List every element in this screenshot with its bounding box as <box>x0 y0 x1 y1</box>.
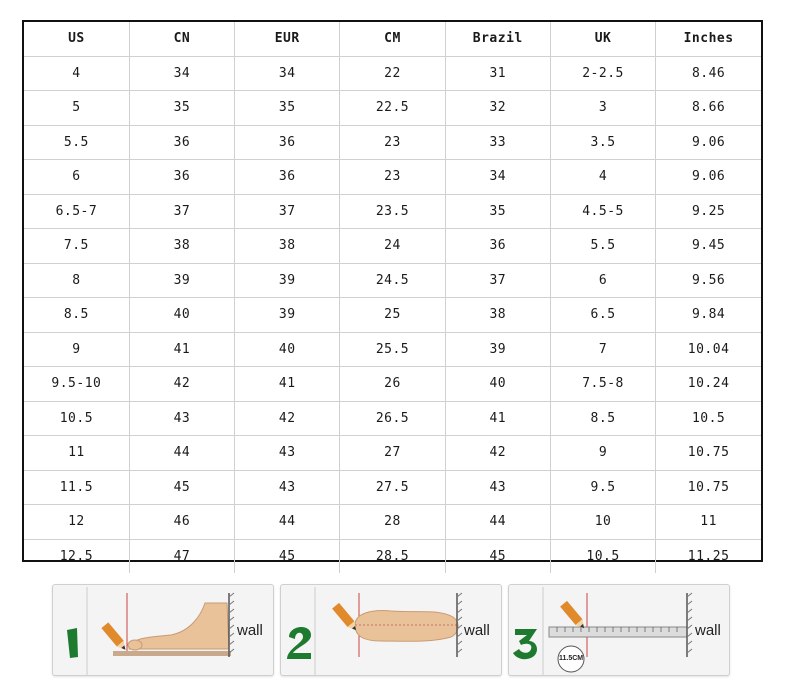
table-cell: 3.5 <box>550 125 655 160</box>
table-cell: 33 <box>445 125 550 160</box>
table-cell: 36 <box>235 125 340 160</box>
table-cell: 2-2.5 <box>550 56 655 91</box>
table-cell: 5.5 <box>550 229 655 264</box>
step-2-panel <box>280 584 502 676</box>
table-cell: 40 <box>445 367 550 402</box>
table-cell: 11 <box>24 436 129 471</box>
size-chart-frame <box>22 20 763 562</box>
table-cell: 28 <box>340 505 445 540</box>
table-cell: 9.56 <box>656 263 761 298</box>
table-cell: 4 <box>550 160 655 195</box>
size-chart-table <box>24 22 761 573</box>
table-cell: 6 <box>24 160 129 195</box>
table-cell: 10.04 <box>656 332 761 367</box>
column-header-eur: EUR <box>235 22 340 56</box>
table-cell: 7.5-8 <box>550 367 655 402</box>
table-cell: 43 <box>129 401 234 436</box>
column-header-inches: Inches <box>656 22 761 56</box>
table-cell: 31 <box>445 56 550 91</box>
table-cell: 9 <box>24 332 129 367</box>
table-row <box>24 298 761 333</box>
table-cell: 45 <box>129 470 234 505</box>
table-cell: 7.5 <box>24 229 129 264</box>
table-cell: 8 <box>24 263 129 298</box>
table-header-row <box>24 22 761 56</box>
table-cell: 35 <box>445 194 550 229</box>
table-cell: 9.25 <box>656 194 761 229</box>
table-cell: 40 <box>235 332 340 367</box>
table-cell: 36 <box>235 160 340 195</box>
table-cell: 4.5-5 <box>550 194 655 229</box>
table-cell: 39 <box>235 263 340 298</box>
table-row <box>24 91 761 126</box>
table-cell: 40 <box>129 298 234 333</box>
table-cell: 42 <box>235 401 340 436</box>
table-row <box>24 470 761 505</box>
table-cell: 9.06 <box>656 125 761 160</box>
table-cell: 11.5 <box>24 470 129 505</box>
table-cell: 5.5 <box>24 125 129 160</box>
table-cell: 24.5 <box>340 263 445 298</box>
table-cell: 6 <box>550 263 655 298</box>
table-cell: 9.5 <box>550 470 655 505</box>
table-cell: 9.5-10 <box>24 367 129 402</box>
table-row <box>24 505 761 540</box>
table-cell: 32 <box>445 91 550 126</box>
table-cell: 44 <box>445 505 550 540</box>
table-cell: 39 <box>129 263 234 298</box>
table-cell: 8.46 <box>656 56 761 91</box>
table-cell: 6.5 <box>550 298 655 333</box>
table-cell: 41 <box>129 332 234 367</box>
wall-label: wall <box>464 622 490 639</box>
table-cell: 25 <box>340 298 445 333</box>
table-cell: 37 <box>445 263 550 298</box>
table-cell: 46 <box>129 505 234 540</box>
table-cell: 10.24 <box>656 367 761 402</box>
table-cell: 23 <box>340 160 445 195</box>
table-row <box>24 539 761 573</box>
table-cell: 38 <box>445 298 550 333</box>
table-cell: 45 <box>235 539 340 573</box>
wall-label: wall <box>695 622 721 639</box>
table-cell: 25.5 <box>340 332 445 367</box>
table-cell: 35 <box>235 91 340 126</box>
table-cell: 39 <box>445 332 550 367</box>
table-cell: 34 <box>235 56 340 91</box>
table-cell: 43 <box>445 470 550 505</box>
column-header-uk: UK <box>550 22 655 56</box>
table-cell: 27 <box>340 436 445 471</box>
table-cell: 22.5 <box>340 91 445 126</box>
table-cell: 36 <box>129 160 234 195</box>
table-cell: 44 <box>235 505 340 540</box>
table-row <box>24 332 761 367</box>
table-body <box>24 56 761 573</box>
table-cell: 5 <box>24 91 129 126</box>
table-cell: 4 <box>24 56 129 91</box>
table-cell: 34 <box>445 160 550 195</box>
table-row <box>24 401 761 436</box>
table-cell: 23 <box>340 125 445 160</box>
table-cell: 24 <box>340 229 445 264</box>
table-cell: 34 <box>129 56 234 91</box>
table-cell: 47 <box>129 539 234 573</box>
table-cell: 11 <box>656 505 761 540</box>
table-cell: 41 <box>445 401 550 436</box>
table-cell: 8.66 <box>656 91 761 126</box>
table-cell: 3 <box>550 91 655 126</box>
table-row <box>24 160 761 195</box>
table-cell: 26 <box>340 367 445 402</box>
table-cell: 38 <box>235 229 340 264</box>
column-header-cm: CM <box>340 22 445 56</box>
table-cell: 10.75 <box>656 470 761 505</box>
table-row <box>24 125 761 160</box>
table-cell: 35 <box>129 91 234 126</box>
table-row <box>24 367 761 402</box>
table-row <box>24 436 761 471</box>
table-cell: 10.5 <box>24 401 129 436</box>
table-cell: 37 <box>129 194 234 229</box>
table-cell: 45 <box>445 539 550 573</box>
table-row <box>24 56 761 91</box>
table-cell: 9.84 <box>656 298 761 333</box>
table-cell: 42 <box>129 367 234 402</box>
table-cell: 10.75 <box>656 436 761 471</box>
table-row <box>24 263 761 298</box>
table-cell: 44 <box>129 436 234 471</box>
column-header-cn: CN <box>129 22 234 56</box>
table-cell: 10 <box>550 505 655 540</box>
table-cell: 43 <box>235 470 340 505</box>
table-cell: 12 <box>24 505 129 540</box>
column-header-brazil: Brazil <box>445 22 550 56</box>
table-cell: 9.45 <box>656 229 761 264</box>
table-cell: 7 <box>550 332 655 367</box>
table-row <box>24 229 761 264</box>
table-cell: 10.5 <box>550 539 655 573</box>
table-cell: 28.5 <box>340 539 445 573</box>
table-cell: 10.5 <box>656 401 761 436</box>
table-cell: 26.5 <box>340 401 445 436</box>
table-cell: 41 <box>235 367 340 402</box>
table-cell: 9.06 <box>656 160 761 195</box>
step-1-panel <box>52 584 274 676</box>
table-cell: 6.5-7 <box>24 194 129 229</box>
table-cell: 36 <box>445 229 550 264</box>
table-cell: 23.5 <box>340 194 445 229</box>
table-cell: 36 <box>129 125 234 160</box>
column-header-us: US <box>24 22 129 56</box>
measurement-label: 11.5CM <box>559 655 584 662</box>
table-cell: 42 <box>445 436 550 471</box>
table-cell: 9 <box>550 436 655 471</box>
wall-label: wall <box>237 622 263 639</box>
table-cell: 8.5 <box>550 401 655 436</box>
table-cell: 8.5 <box>24 298 129 333</box>
table-cell: 39 <box>235 298 340 333</box>
table-cell: 27.5 <box>340 470 445 505</box>
table-cell: 37 <box>235 194 340 229</box>
table-cell: 11.25 <box>656 539 761 573</box>
table-cell: 12.5 <box>24 539 129 573</box>
table-row <box>24 194 761 229</box>
step-3-panel <box>508 584 730 676</box>
table-cell: 43 <box>235 436 340 471</box>
table-cell: 38 <box>129 229 234 264</box>
table-cell: 22 <box>340 56 445 91</box>
